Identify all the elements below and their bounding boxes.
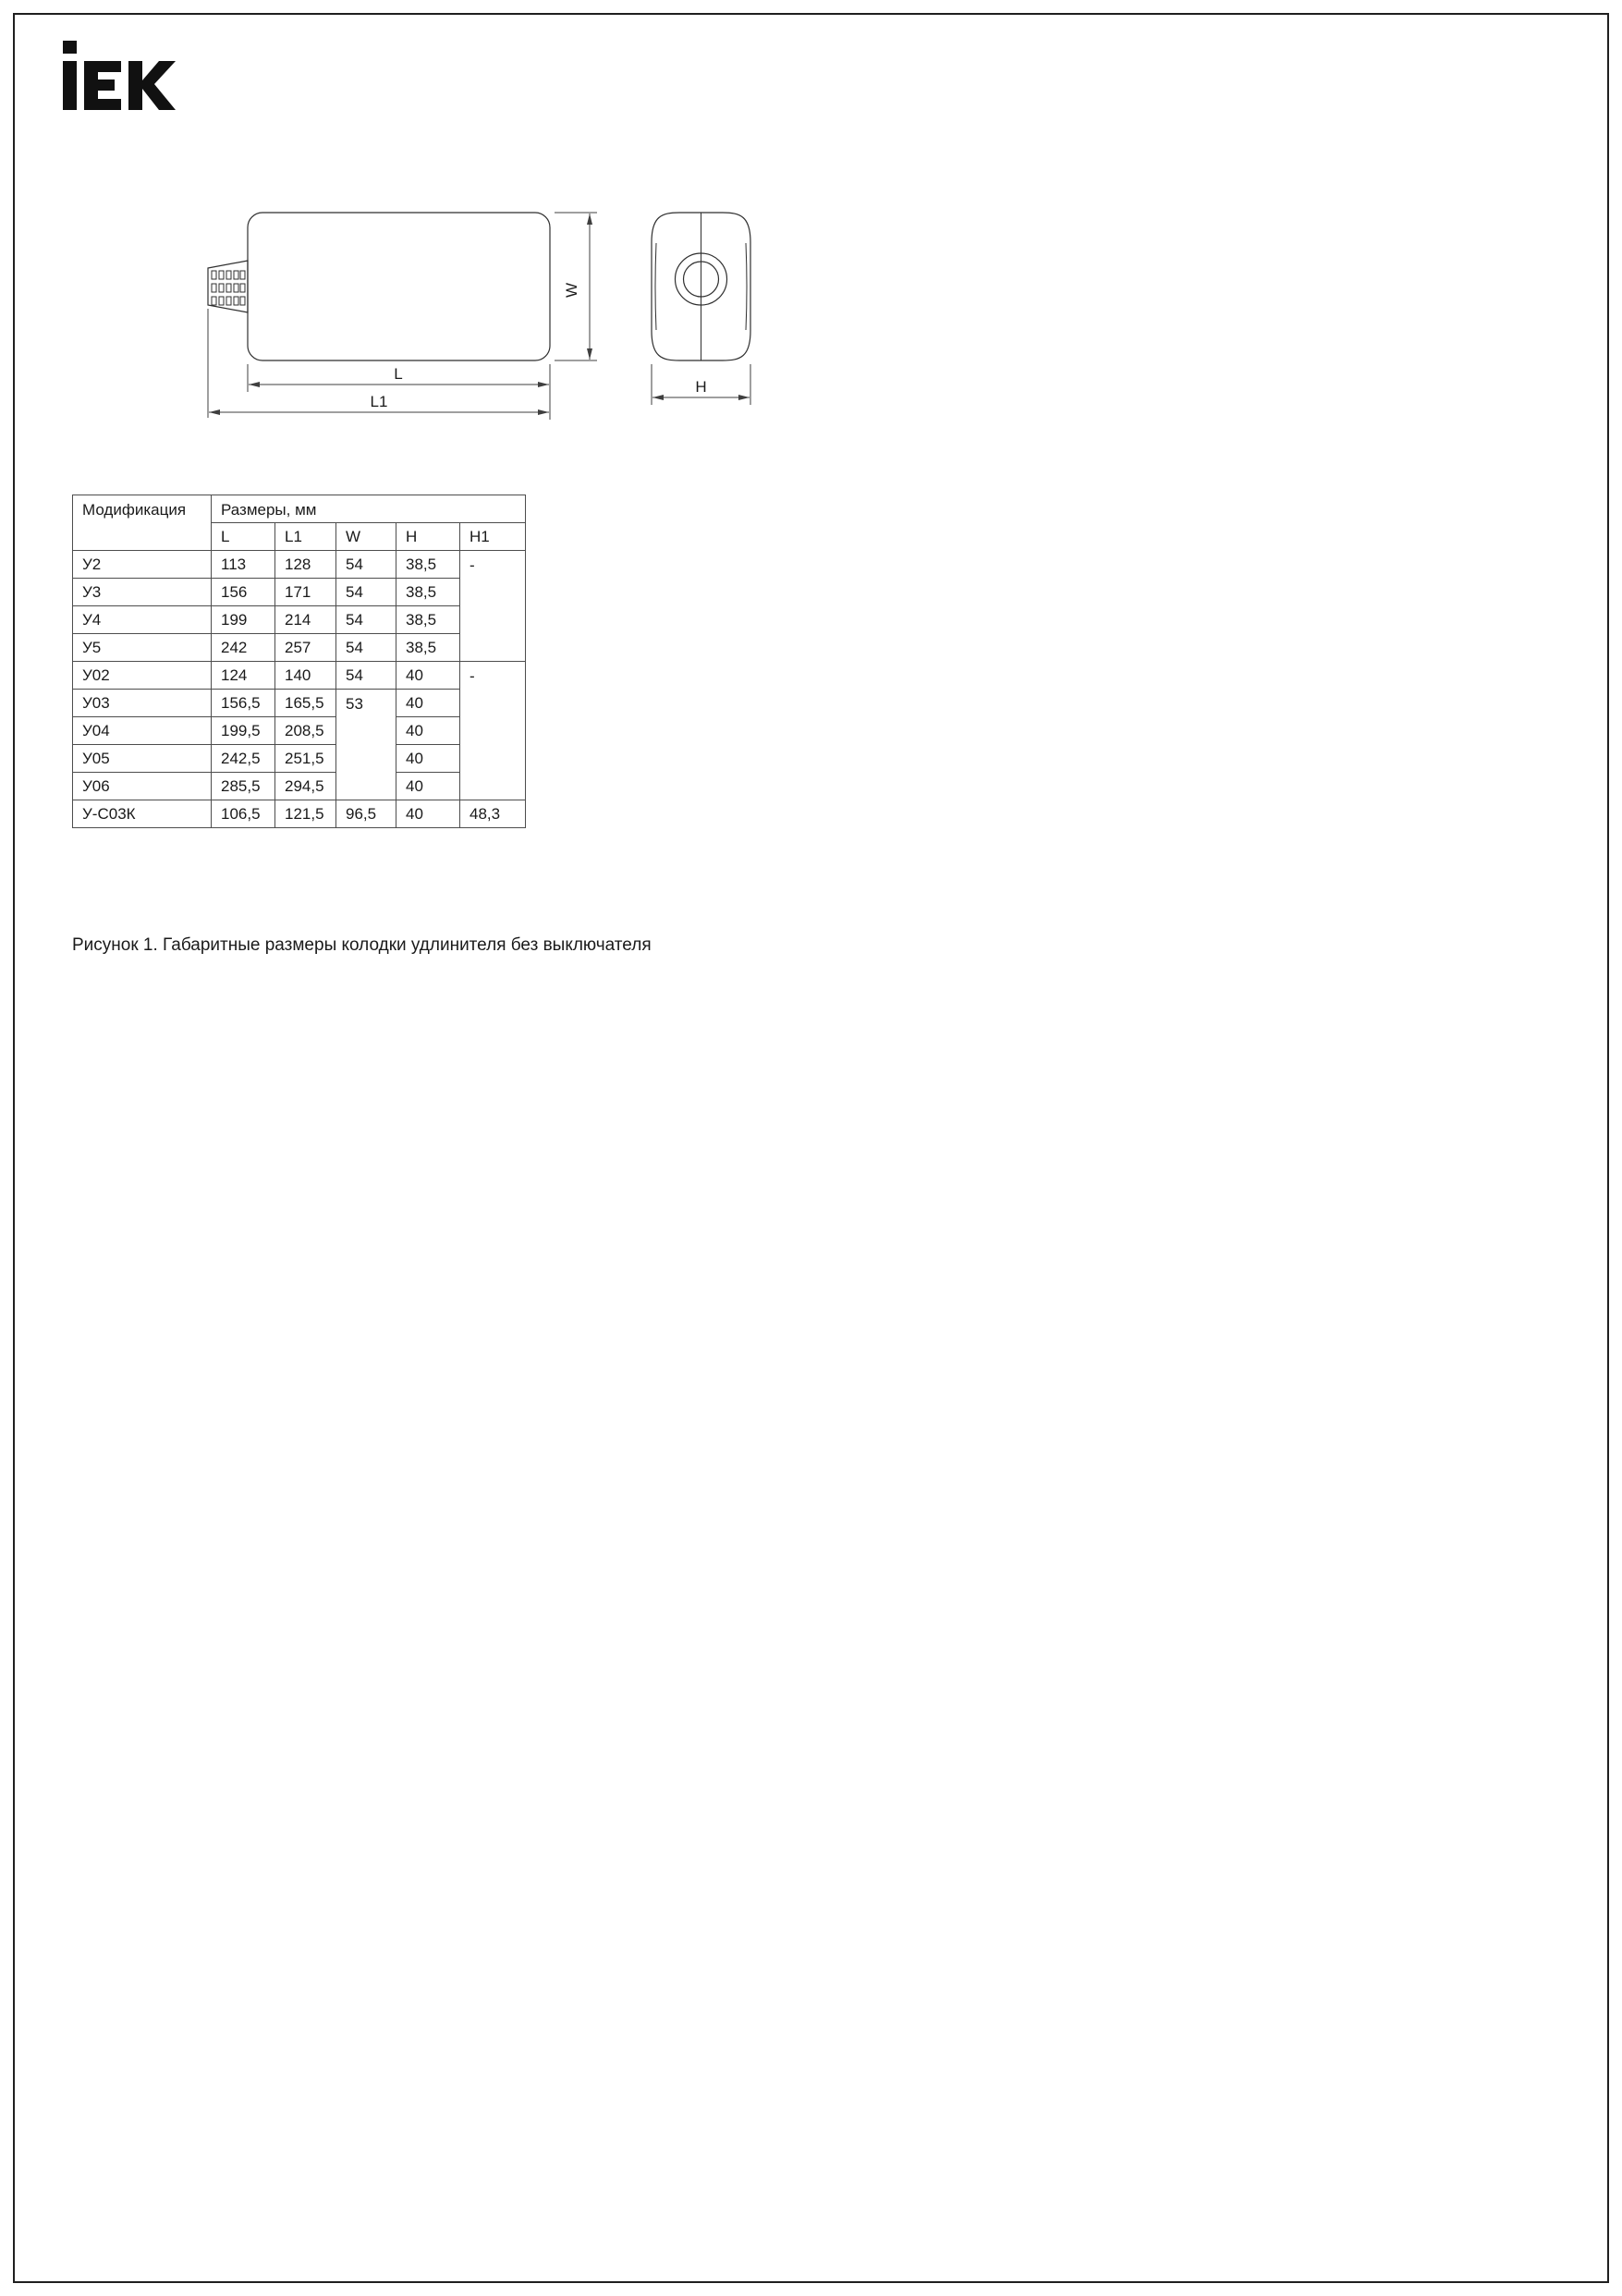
cable-gland-ribs bbox=[212, 271, 245, 305]
side-view-drawing bbox=[208, 213, 550, 360]
col-header-sizes: Размеры, мм bbox=[212, 495, 526, 523]
front-view-seam-right bbox=[746, 243, 747, 330]
col-header-modification: Модификация bbox=[73, 495, 212, 551]
cell-h: 40 bbox=[396, 662, 460, 690]
dim-label-l1: L1 bbox=[370, 393, 388, 410]
table-header-row-1 bbox=[73, 495, 526, 523]
table-row bbox=[73, 745, 526, 773]
iek-logo-letters bbox=[63, 41, 176, 110]
cell-h: 38,5 bbox=[396, 606, 460, 634]
cell-w: 54 bbox=[336, 579, 396, 606]
cell-h: 40 bbox=[396, 773, 460, 800]
cell-h: 38,5 bbox=[396, 551, 460, 579]
cell-l1: 294,5 bbox=[275, 773, 336, 800]
cell-w: 54 bbox=[336, 551, 396, 579]
cell-name: У02 bbox=[73, 662, 212, 690]
table-row bbox=[73, 800, 526, 828]
cell-h1: 48,3 bbox=[460, 800, 526, 828]
col-header-h: H bbox=[396, 523, 460, 551]
table-row bbox=[73, 551, 526, 579]
table-row bbox=[73, 717, 526, 745]
cell-name: У04 bbox=[73, 717, 212, 745]
cell-w: 54 bbox=[336, 662, 396, 690]
cell-l1: 214 bbox=[275, 606, 336, 634]
cell-name: У-С03К bbox=[73, 800, 212, 828]
col-header-l1: L1 bbox=[275, 523, 336, 551]
cell-w: 96,5 bbox=[336, 800, 396, 828]
cell-h: 40 bbox=[396, 745, 460, 773]
cell-l: 113 bbox=[212, 551, 275, 579]
cell-h: 40 bbox=[396, 717, 460, 745]
cell-l: 242,5 bbox=[212, 745, 275, 773]
cell-l1: 171 bbox=[275, 579, 336, 606]
cell-l: 199 bbox=[212, 606, 275, 634]
figure-caption: Рисунок 1. Габаритные размеры колодки удлинителя без выключателя bbox=[72, 935, 652, 955]
dim-label-l: L bbox=[394, 365, 403, 383]
cell-name: У5 bbox=[73, 634, 212, 662]
dim-label-w: W bbox=[563, 282, 580, 299]
cell-w: 53 bbox=[336, 690, 396, 800]
cell-l: 199,5 bbox=[212, 717, 275, 745]
table-row bbox=[73, 634, 526, 662]
extension-block-body bbox=[248, 213, 550, 360]
cell-l1: 165,5 bbox=[275, 690, 336, 717]
table-row bbox=[73, 662, 526, 690]
cell-l1: 208,5 bbox=[275, 717, 336, 745]
cell-name: У4 bbox=[73, 606, 212, 634]
cell-w: 54 bbox=[336, 634, 396, 662]
cell-l: 156 bbox=[212, 579, 275, 606]
col-header-h1: H1 bbox=[460, 523, 526, 551]
col-header-w: W bbox=[336, 523, 396, 551]
front-view-drawing bbox=[652, 213, 750, 360]
cell-name: У3 bbox=[73, 579, 212, 606]
cell-h1: - bbox=[460, 551, 526, 662]
cell-name: У06 bbox=[73, 773, 212, 800]
cell-l: 242 bbox=[212, 634, 275, 662]
cell-l1: 121,5 bbox=[275, 800, 336, 828]
cell-l1: 251,5 bbox=[275, 745, 336, 773]
table-row bbox=[73, 579, 526, 606]
cell-name: У03 bbox=[73, 690, 212, 717]
table-row bbox=[73, 606, 526, 634]
table-row bbox=[73, 690, 526, 717]
dimensions-table bbox=[72, 495, 526, 828]
cell-h: 40 bbox=[396, 690, 460, 717]
cell-l1: 128 bbox=[275, 551, 336, 579]
dim-label-h: H bbox=[695, 378, 707, 396]
technical-drawing bbox=[185, 202, 776, 428]
cell-w: 54 bbox=[336, 606, 396, 634]
cell-l1: 140 bbox=[275, 662, 336, 690]
cell-name: У2 bbox=[73, 551, 212, 579]
cell-l: 156,5 bbox=[212, 690, 275, 717]
table-row bbox=[73, 773, 526, 800]
cell-h: 38,5 bbox=[396, 634, 460, 662]
cell-l: 106,5 bbox=[212, 800, 275, 828]
cell-h: 40 bbox=[396, 800, 460, 828]
iek-logo bbox=[63, 41, 192, 111]
cell-l: 285,5 bbox=[212, 773, 275, 800]
cell-name: У05 bbox=[73, 745, 212, 773]
cell-l: 124 bbox=[212, 662, 275, 690]
cell-h1: - bbox=[460, 662, 526, 800]
col-header-l: L bbox=[212, 523, 275, 551]
front-view-seam-left bbox=[655, 243, 656, 330]
cell-h: 38,5 bbox=[396, 579, 460, 606]
cell-l1: 257 bbox=[275, 634, 336, 662]
